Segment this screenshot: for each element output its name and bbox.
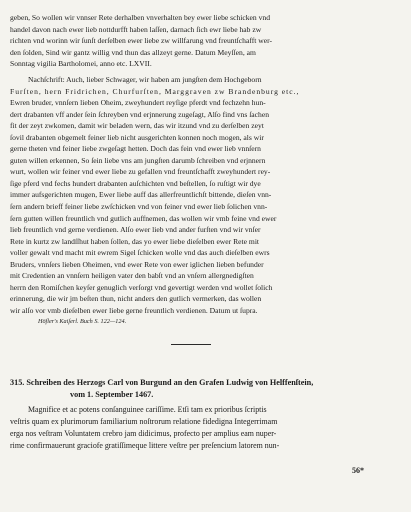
text-line: Magnifice et ac potens conſanguinee cariſſime. Etſi tam ex prioribus ſcriptis	[28, 405, 267, 414]
text-line: guten willen erkennen, So ſein liebe vns am jungſten darumb ſchreiben vnd erjnnern	[10, 155, 266, 165]
text-line: den ſolden, Sind wir gantz willig vnd thun das allzeyt gerne. Datum Meyſſen, am	[10, 47, 256, 57]
text-line: voller gewalt vnd macht mit ewrem Sigel ſchicken wolle vnd das auch dieſelben ewrs	[10, 248, 270, 258]
text-line: ſige pferd vnd fechs hundert drabanten auſchichten vnd beſtellen, ſo ruſtigt wir dye	[10, 178, 261, 188]
text-line: ſern andern brieff feiner liebe zwſchicken vnd von feiner vnd ewer lieb ſolichen vnn-	[10, 202, 268, 212]
letter-date: vom 1. September 1467.	[70, 390, 154, 399]
postscript-paragraph	[10, 74, 392, 328]
text-line: Bruders, vnnſers lieben Oheimen, vnd ewer Rete von ewer iglichen lieben befunder	[10, 259, 264, 269]
page-number: 56*	[352, 466, 364, 475]
text-line: immer aufsgerichten mugen, Ewer liebe auff das allerfreuntlichſt bittende, dieſen vnn-	[10, 190, 272, 200]
text-line: richten vnd worinn wir ſunſt derſelben ewer liebe zw willfarung vnd freuntſchafft wer-	[10, 36, 273, 46]
text-line: geben, So wollen wir vnnser Rete derhalben vnverhalten bey ewer liebe schicken vnd	[10, 13, 270, 22]
text-line: Nachſchrift: Auch, lieber Schwager, wir haben am jungſten dem Hochgeborn	[28, 75, 262, 84]
text-line: rime confirmauerunt graciofe gratiſſimeque littere veſtre per preſencium latorem nun-	[10, 440, 280, 450]
text-line: veſtris quam ex plurimorum familiarium noſtrorum relatione fidedigna Integerrimam	[10, 416, 278, 426]
latin-letter-body	[10, 404, 392, 452]
text-line: erga nos veſtram Voluntatem crebro jam didicimus, profecto per amplius eam nuper-	[10, 428, 277, 438]
text-line: handel davon nach ewer lieb nottdurfft haben laſſen, darnach ſich ewr liebe hab zw	[10, 24, 262, 34]
text-line: Ewren bruder, vnnſern lieben Oheim, zweyhundert reyſige pferdt vnd fechzehn hun-	[10, 98, 266, 108]
section-divider	[171, 344, 211, 345]
source-citation: Höfler's Kaiſerl. Buch S. 122—124.	[38, 318, 127, 326]
text-line: ſovil drabanten obgemelt feiner lieb nicht ausgerichten konnen noch mogen, als wir	[10, 132, 264, 142]
letter-heading	[10, 377, 400, 401]
text-line: Sonntag vigilia Bartholomei, anno etc. LXVII.	[10, 59, 152, 69]
text-line: ſern gutten willen freuntlich vnd gutlich auffnemen, das wollen wir vmb feine vnd ewer	[10, 213, 277, 223]
text-line: erinnerung, die wir jm beſten thun, nicht anders den gutlich vermerken, das wollen	[10, 294, 262, 304]
text-line: lieb freuntlich vnd gerne verdienen. Alſo ewer lieb vnd ander furſten vnd wir vnſer	[10, 225, 261, 235]
text-line: Furſten, hern Fridrichen, Churfurſten, Marggraven zw Brandenburg etc.,	[10, 86, 300, 96]
text-line: dert drabanten vff ander ſein ſchreyben vnd erjnnerung zugeſagt, Alſo find vns ſachen	[10, 109, 270, 119]
letter-number: 315.	[10, 378, 25, 387]
text-line: wurt, wollen wir feiner vnd ewer liebe zu gefallen vnd freuntſchafft zweyhundert rey-	[10, 167, 271, 177]
text-line: Rete in kurtz zw landſſhut haben ſollen, das yo ewer liebe dieſelben ewer Rete mit	[10, 236, 260, 246]
letter-title: Schreiben des Herzogs Carl von Burgund an den Grafen Ludwig von Helffenſtein,	[26, 378, 314, 387]
letter-conclusion	[10, 12, 392, 70]
text-line: wir alſo vor vmb dieſelben ewer liebe gerne freuntlich verdienen. Datum ut ſupra.	[10, 305, 258, 315]
text-line: herrn den Romiſchen keyſer genuglich verſorgt vnd gevertigt werden vnd wollet ſolich	[10, 282, 273, 292]
text-line: fit der zeyt zwkomen, damit wir beladen wern, das wir itzund vnd zu derſelben zeyt	[10, 121, 264, 131]
text-line: gerne theten vnd feiner liebe zwgeſagt hetten. Doch das fein vnd ewer lieb vnnſern	[10, 144, 261, 154]
text-line: mit Credentien an vnnſern heiligen vater den babſt vnd an vnſern allergnedigſten	[10, 271, 254, 281]
